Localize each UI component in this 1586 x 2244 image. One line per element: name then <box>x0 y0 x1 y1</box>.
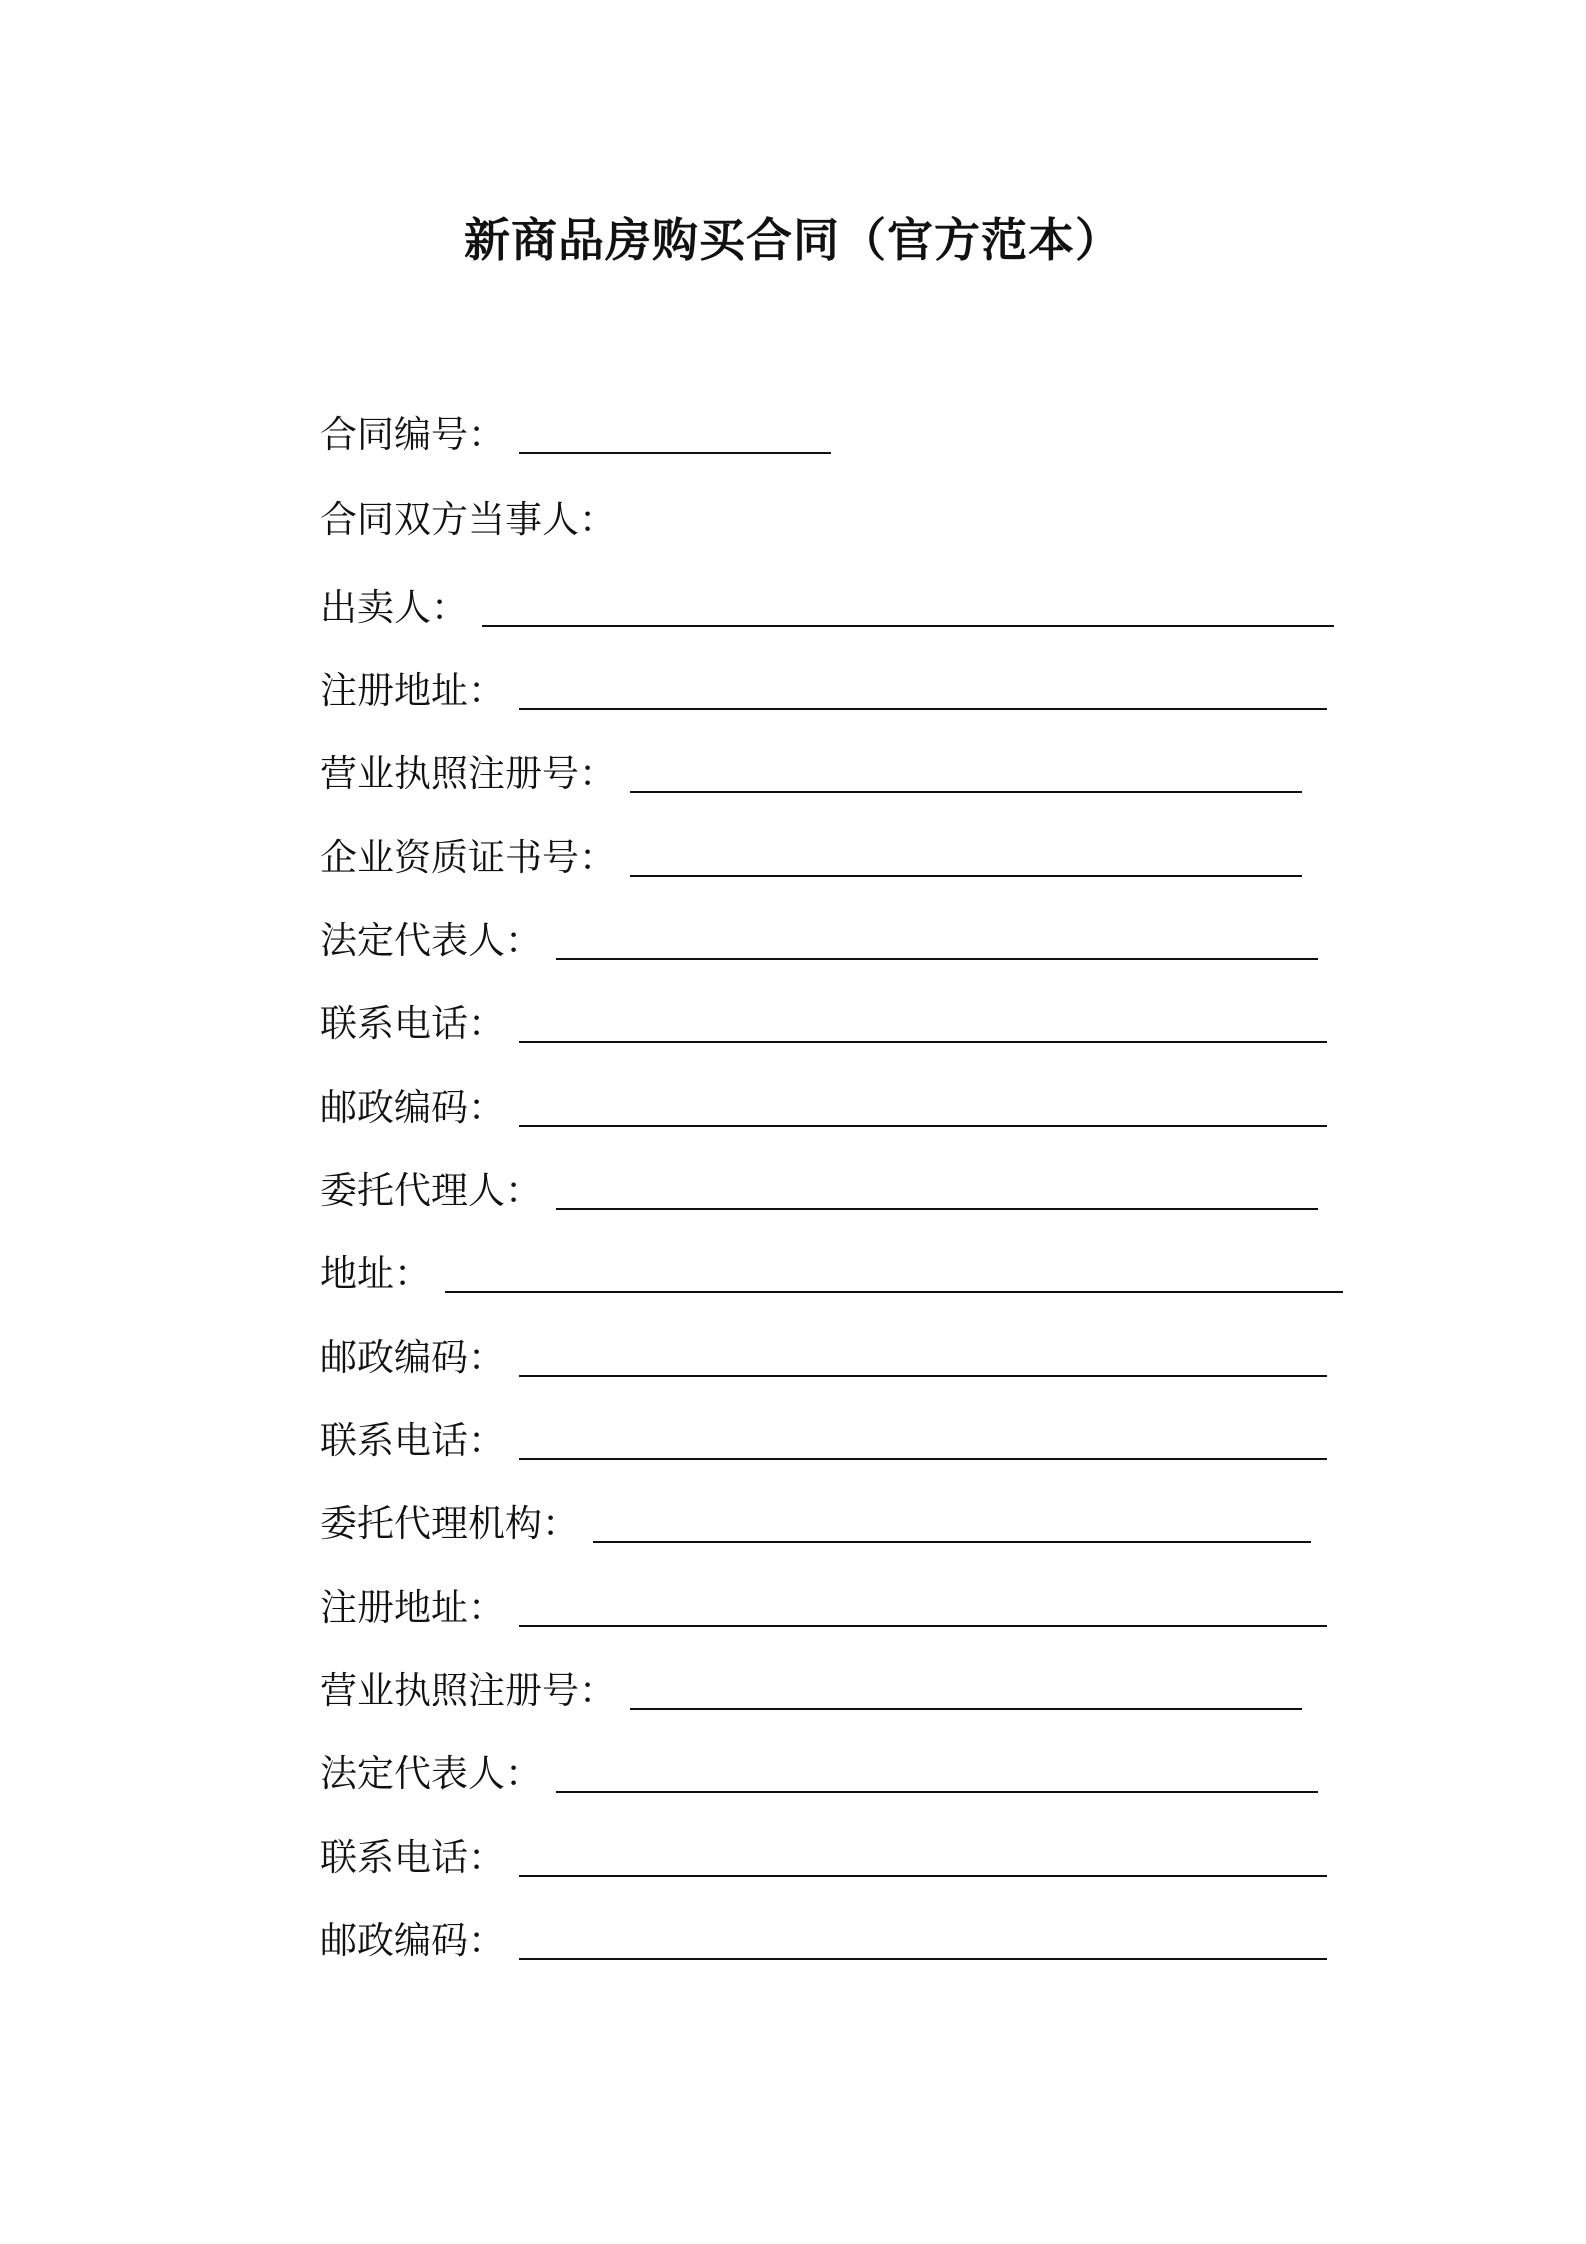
agent-postcode-label: 邮政编码： <box>320 1336 505 1379</box>
agency-label: 委托代理机构： <box>320 1502 579 1545</box>
seller-registered-address-blank[interactable] <box>519 702 1327 710</box>
agent-phone-label: 联系电话： <box>320 1419 505 1462</box>
agency-legal-rep-label: 法定代表人： <box>320 1752 542 1795</box>
seller-qualification-cert-row <box>320 835 1302 881</box>
agent-postcode-row <box>320 1335 1327 1381</box>
agency-postcode-label: 邮政编码： <box>320 1919 505 1962</box>
agency-legal-rep-blank[interactable] <box>556 1785 1318 1793</box>
seller-registered-address-label: 注册地址： <box>320 669 505 712</box>
seller-qualification-cert-blank[interactable] <box>630 869 1302 877</box>
document-title: 新商品房购买合同（官方范本） <box>464 213 1122 267</box>
seller-phone-label: 联系电话： <box>320 1002 505 1045</box>
agency-registered-address-blank[interactable] <box>519 1619 1327 1627</box>
seller-qualification-cert-label: 企业资质证书号： <box>320 836 616 879</box>
agent-phone-blank[interactable] <box>519 1452 1327 1460</box>
parties-heading-row <box>320 497 616 543</box>
agency-registered-address-label: 注册地址： <box>320 1586 505 1629</box>
contract-number-blank[interactable] <box>519 446 831 454</box>
agency-blank[interactable] <box>593 1535 1311 1543</box>
agency-phone-blank[interactable] <box>519 1869 1327 1877</box>
seller-postcode-blank[interactable] <box>519 1119 1327 1127</box>
agency-postcode-blank[interactable] <box>519 1952 1327 1960</box>
seller-postcode-row <box>320 1085 1327 1131</box>
seller-business-license-row <box>320 751 1302 797</box>
agency-legal-rep-row <box>320 1751 1318 1797</box>
agency-row <box>320 1501 1311 1547</box>
agency-phone-row <box>320 1835 1327 1881</box>
agency-phone-label: 联系电话： <box>320 1836 505 1879</box>
seller-phone-row <box>320 1001 1327 1047</box>
seller-legal-rep-row <box>320 918 1318 964</box>
agency-business-license-blank[interactable] <box>630 1702 1302 1710</box>
seller-blank[interactable] <box>482 619 1334 627</box>
agency-registered-address-row <box>320 1585 1327 1631</box>
seller-row <box>320 585 1334 631</box>
seller-business-license-label: 营业执照注册号： <box>320 752 616 795</box>
agency-business-license-label: 营业执照注册号： <box>320 1669 616 1712</box>
agent-label: 委托代理人： <box>320 1169 542 1212</box>
agent-phone-row <box>320 1418 1327 1464</box>
agency-business-license-row <box>320 1668 1302 1714</box>
seller-legal-rep-blank[interactable] <box>556 952 1318 960</box>
contract-number-row <box>320 412 831 458</box>
seller-postcode-label: 邮政编码： <box>320 1086 505 1129</box>
seller-legal-rep-label: 法定代表人： <box>320 919 542 962</box>
seller-phone-blank[interactable] <box>519 1035 1327 1043</box>
contract-number-label: 合同编号： <box>320 413 505 456</box>
agent-address-blank[interactable] <box>445 1285 1343 1293</box>
agent-address-label: 地址： <box>320 1252 431 1295</box>
agent-postcode-blank[interactable] <box>519 1369 1327 1377</box>
agent-row <box>320 1168 1318 1214</box>
seller-registered-address-row <box>320 668 1327 714</box>
agent-blank[interactable] <box>556 1202 1318 1210</box>
agent-address-row <box>320 1251 1343 1297</box>
seller-business-license-blank[interactable] <box>630 785 1302 793</box>
agency-postcode-row <box>320 1918 1327 1964</box>
parties-heading: 合同双方当事人： <box>320 498 616 541</box>
seller-label: 出卖人： <box>320 586 468 629</box>
